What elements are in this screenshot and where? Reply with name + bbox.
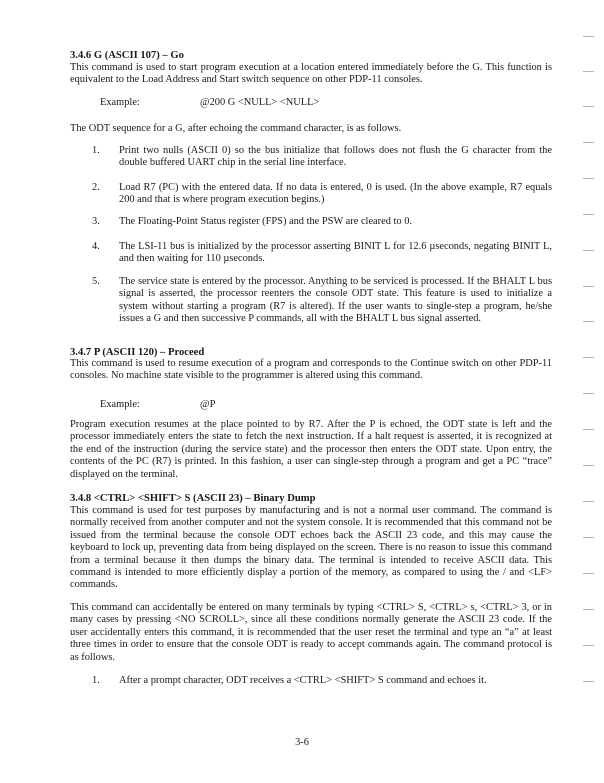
list-item-number: 5. [92,276,100,287]
list-item-text: Print two nulls (ASCII 0) so the bus initialize that follows does not flush the G character from the double buffered UART chip in the serial line interface. [119,145,552,169]
margin-mark [583,71,594,72]
list-item-text: Load R7 (PC) with the entered data. If no data is entered, 0 is used. (In the above example, R7 equals 200 and that is where program execution begins.) [119,182,552,206]
example-value: @200 G <NULL> <NULL> [200,97,320,108]
margin-mark [583,393,594,394]
list-item-text: The Floating-Point Status register (FPS) and the PSW are cleared to 0. [119,216,413,227]
margin-mark [583,501,594,502]
example-value: @P [200,399,216,410]
section-3-4-7-body: This command is used to resume execution of a program and corresponds to the Continue switch on other PDP-11 consoles. No machine state visible to the programmer is altered using this command. [70,358,552,382]
margin-mark [583,681,594,682]
margin-mark [583,106,594,107]
margin-mark [583,142,594,143]
list-item-number: 2. [92,182,100,193]
margin-mark [583,250,594,251]
margin-mark [583,429,594,430]
section-3-4-8-body: This command is used for test purposes by manufacturing and is not a normal user command. The command is normally received from another computer and not the system console. It is recommended that this command not be issued from the terminal because the console ODT echoes back the ASCII 23 code, and this may cause the keyboard to lock up, preventing data from being displayed on the screen. There is no reason to issue this command from a terminal because it then dumps the binary data. The terminal is intended to receive ASCII data. This command is intended to more efficiently display a portion of the memory, as compared to using the / and <LF> commands. [70,505,552,591]
section-heading-3-4-6: 3.4.6 G (ASCII 107) – Go [70,50,184,61]
margin-mark [583,321,594,322]
list-item-text: The service state is entered by the processor. Anything to be serviced is processed. If the BHALT L bus signal is asserted, the processor reenters the console ODT state. This feature is used to initialize a system without starting a program (R7 is altered). If the user wants to single-step a program, he/she issues a G and then successive P commands, all with the BHALT L bus signal asserted. [119,276,552,325]
margin-mark [583,286,594,287]
margin-mark [583,178,594,179]
example-label: Example: [100,97,140,108]
odt-sequence-intro: The ODT sequence for a G, after echoing the command character, is as follows. [70,123,402,134]
list-item-number: 3. [92,216,100,227]
section-heading-3-4-7: 3.4.7 P (ASCII 120) – Proceed [70,347,205,358]
list-item-text: The LSI-11 bus is initialized by the processor asserting BINIT L for 12.6 µseconds, negating BINIT L, and then waiting for 110 µseconds. [119,241,552,265]
example-label: Example: [100,399,140,410]
section-heading-3-4-8: 3.4.8 <CTRL> <SHIFT> S (ASCII 23) – Binary Dump [70,493,316,504]
margin-mark [583,214,594,215]
page-number: 3-6 [295,737,309,748]
list-item-number: 1. [92,145,100,156]
margin-mark [583,609,594,610]
margin-mark [583,465,594,466]
section-3-4-7-paragraph: Program execution resumes at the place pointed to by R7. After the P is echoed, the ODT state is left and the processor immediately enters the state to fetch the next instruction. If a halt request is asserted, it is recognized at the end of the instruction (during the service state) and the processor then enters the ODT state. Upon entry, the contents of the PC (R7) is printed. In this fashion, a user can single-step through a program and get a PC “trace” displayed on the terminal. [70,419,552,480]
margin-mark [583,36,594,37]
section-3-4-8-paragraph: This command can accidentally be entered on many terminals by typing <CTRL> S, <CTRL> s, <CTRL> 3, or in many cases by pressing <NO SCROLL>, since all these conditions normally generate the ASCII 23 code. If the user accidentally enters this command, it is recommended that the user reset the terminal and type an “a” at least three times in order to ensure that the console ODT is ready to accept commands again. The command protocol is as follows. [70,602,552,663]
list-item-number: 4. [92,241,100,252]
section-3-4-6-body: This command is used to start program execution at a location entered immediately before the G. This function is equivalent to the Load Address and Start switch sequence on other PDP-11 consoles. [70,62,552,86]
list-item-number: 1. [92,675,100,686]
margin-mark [583,645,594,646]
list-item-text: After a prompt character, ODT receives a <CTRL> <SHIFT> S command and echoes it. [119,675,487,686]
margin-mark [583,357,594,358]
margin-mark [583,573,594,574]
margin-mark [583,537,594,538]
